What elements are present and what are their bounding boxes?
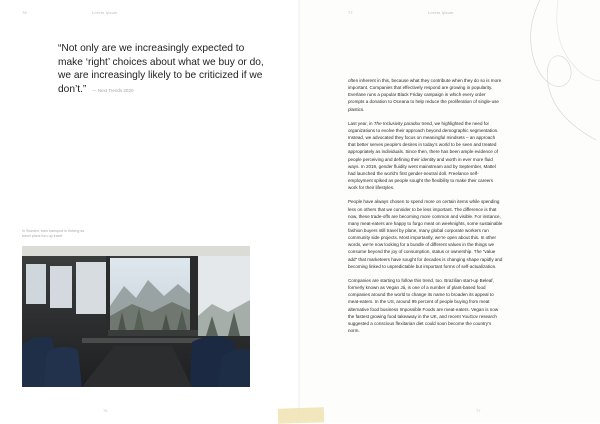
decorative-swirl-icon (500, 0, 600, 160)
body-paragraph: Companies are starting to follow this trend, too. Brazilian start-up Beleaf, formerly known as Vegan Já, is one of a number of plant-based food companies around the world to change its name to broaden its appeal to meat-eaters. In the US, around 95 percent of people buying from meat alternative food business Impossible Foods are meat-eaters. Vegan is now the fastest growing food takeaway in the UK, and recent YouGov research suggested a conscious flexitarian diet could soon become the country’s norm. (348, 277, 499, 333)
pull-quote (58, 42, 268, 97)
trend-title: The Inclusivity paradox (373, 120, 421, 126)
para-rest: need for organizations to evolve their approach beyond demographic segmentation. Instead, we advocated they focus on meaningful mindsets – an approach that better serves people’s desires in today’s world to be seen and treated appropriately as individuals. Since then, there has been ample evidence of people perceiving and defining their identity and worth in ever more fluid ways. In 2019, gender fluidity went mainstream and by September, Mattel had launched the world’s first gender-neutral doll. Freelance self-employment spiked as people sought the flexibility to make their careers work for their lifestyles. (348, 120, 499, 191)
body-paragraph: often inherent in this, because what they contribute when they do so is more important. Companies that effectively respond are growing in popularity. Everlane runs a popular Black Friday campaign in which every order prompts a donation to Oceana to help reduce the proliferation of single-use plastics. (348, 78, 502, 112)
right-folio-bottom: 77 (476, 408, 481, 413)
pull-quote-text: “Not only are we increasingly expected to make ‘right’ choices about what we buy or do, we are increasingly likely to be criticized if we don’t.” (58, 43, 264, 95)
left-running-head: Lorem Ipsum (92, 10, 118, 15)
right-folio-top: 77 (348, 10, 353, 15)
left-folio-top: 76 (22, 10, 27, 15)
train-window-photo (22, 246, 250, 387)
pull-quote-attribution: — Next Trends 2020 (92, 87, 134, 93)
photo-caption: In Sweden, train transport is thriving as travel plans turn up travel (22, 229, 85, 238)
article-body (348, 77, 503, 341)
masking-tape (278, 407, 324, 424)
para-lead-after: trend, we highlighted the (420, 120, 472, 126)
body-paragraph (348, 120, 503, 192)
body-paragraph: People have always chosen to spend more on certain items while spending less on others that we consider to be less important. The difference is that now, these trade-offs are becoming more common and visible. For instance, many meat-eaters are happy to forgo meat on weeknights, some sustainable fashion buyers still travel by plane, many global corporate workers run community side projects. Most importantly, we’re open about this. In other words, we’re now looking for a bundle of different values in the things we consume beyond the joy of consumption, status or ownership. The “value add” that marketeers have sought for decades is changing shape rapidly and becoming linked to unpredictable but important forms of self-actualization. (348, 199, 503, 269)
left-page (0, 0, 299, 423)
right-running-head: Lorem Ipsum (428, 10, 454, 15)
para-lead: Last year, in (348, 120, 374, 126)
left-folio-bottom: 76 (103, 408, 108, 413)
